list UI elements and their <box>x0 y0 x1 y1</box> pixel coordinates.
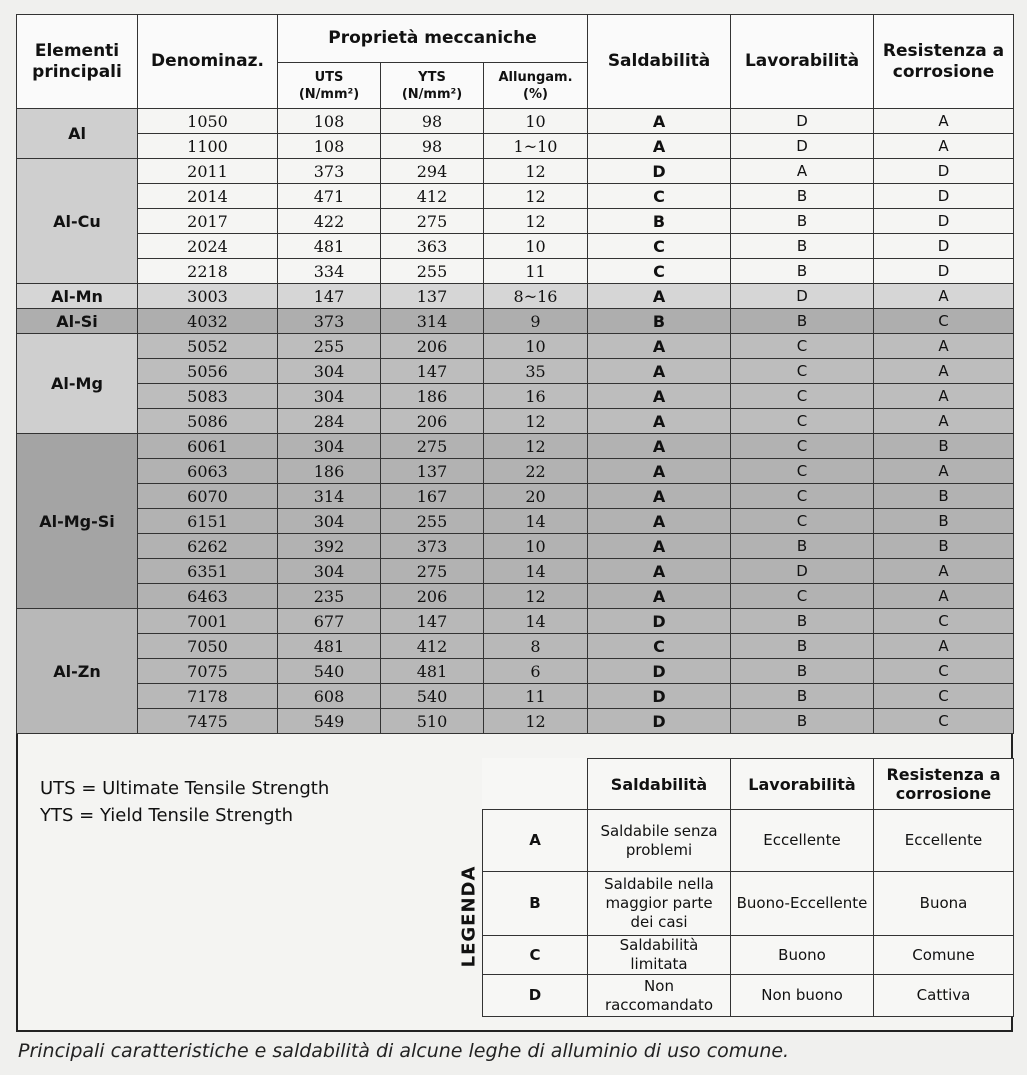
saldabilita-cell: D <box>588 684 731 709</box>
table-row <box>17 509 1014 534</box>
denominazione-cell: 2017 <box>138 209 278 234</box>
table-row <box>17 309 1014 334</box>
allungamento-cell: 12 <box>484 209 588 234</box>
table-row <box>17 384 1014 409</box>
legend-saldabilita: Saldabile nella maggior parte dei casi <box>588 872 731 936</box>
saldabilita-cell: A <box>588 284 731 309</box>
allungamento-cell: 22 <box>484 459 588 484</box>
yts-cell: 167 <box>381 484 484 509</box>
yts-cell: 314 <box>381 309 484 334</box>
allungamento-cell: 10 <box>484 109 588 134</box>
abbreviation-notes <box>40 775 329 829</box>
lavorabilita-cell: C <box>731 434 874 459</box>
alloy-group-label: Al-Cu <box>17 159 138 284</box>
yts-cell: 255 <box>381 509 484 534</box>
table-row <box>17 634 1014 659</box>
yts-note: YTS = Yield Tensile Strength <box>40 805 293 826</box>
denominazione-cell: 6351 <box>138 559 278 584</box>
lavorabilita-cell: B <box>731 534 874 559</box>
allungamento-cell: 8~16 <box>484 284 588 309</box>
resistenza-cell: C <box>874 309 1014 334</box>
legend-resistenza: Cattiva <box>874 975 1014 1017</box>
table-row <box>17 134 1014 159</box>
saldabilita-cell: C <box>588 184 731 209</box>
denominazione-cell: 7075 <box>138 659 278 684</box>
saldabilita-cell: A <box>588 484 731 509</box>
denominazione-cell: 6061 <box>138 434 278 459</box>
resistenza-cell: A <box>874 334 1014 359</box>
table-row <box>17 559 1014 584</box>
denominazione-cell: 6070 <box>138 484 278 509</box>
allungamento-cell: 20 <box>484 484 588 509</box>
allungamento-cell: 12 <box>484 709 588 734</box>
lavorabilita-cell: C <box>731 384 874 409</box>
allungamento-cell: 1~10 <box>484 134 588 159</box>
saldabilita-cell: A <box>588 359 731 384</box>
header-allungam-label: Allungam. <box>498 69 573 85</box>
denominazione-cell: 6151 <box>138 509 278 534</box>
lavorabilita-cell: B <box>731 609 874 634</box>
resistenza-cell: D <box>874 159 1014 184</box>
yts-cell: 540 <box>381 684 484 709</box>
table-row <box>17 709 1014 734</box>
table-row <box>17 484 1014 509</box>
uts-cell: 481 <box>278 634 381 659</box>
yts-cell: 373 <box>381 534 484 559</box>
lavorabilita-cell: D <box>731 284 874 309</box>
allungamento-cell: 12 <box>484 409 588 434</box>
legend-resistenza: Buona <box>874 872 1014 936</box>
uts-cell: 373 <box>278 159 381 184</box>
table-row <box>17 534 1014 559</box>
saldabilita-cell: C <box>588 259 731 284</box>
denominazione-cell: 6463 <box>138 584 278 609</box>
header-lavorabilita: Lavorabilità <box>731 15 874 109</box>
resistenza-cell: D <box>874 259 1014 284</box>
lavorabilita-cell: C <box>731 359 874 384</box>
resistenza-cell: D <box>874 234 1014 259</box>
legend-header-saldabilita: Saldabilità <box>588 759 731 810</box>
legend-header-lavorabilita: Lavorabilità <box>731 759 874 810</box>
allungamento-cell: 12 <box>484 584 588 609</box>
allungamento-cell: 12 <box>484 184 588 209</box>
table-body <box>17 109 1014 734</box>
allungamento-cell: 10 <box>484 334 588 359</box>
uts-note: UTS = Ultimate Tensile Strength <box>40 778 330 799</box>
denominazione-cell: 6063 <box>138 459 278 484</box>
lavorabilita-cell: C <box>731 459 874 484</box>
resistenza-cell: A <box>874 634 1014 659</box>
resistenza-cell: D <box>874 184 1014 209</box>
legend <box>482 758 1013 1017</box>
saldabilita-cell: B <box>588 209 731 234</box>
header-yts-label: YTS <box>418 69 446 85</box>
saldabilita-cell: A <box>588 384 731 409</box>
legend-lavorabilita: Non buono <box>731 975 874 1017</box>
uts-cell: 304 <box>278 384 381 409</box>
header-proprieta: Proprietà meccaniche <box>278 15 588 63</box>
uts-cell: 481 <box>278 234 381 259</box>
uts-cell: 677 <box>278 609 381 634</box>
allungamento-cell: 16 <box>484 384 588 409</box>
denominazione-cell: 5086 <box>138 409 278 434</box>
resistenza-cell: C <box>874 684 1014 709</box>
legend-label-text: LEGENDA <box>458 865 480 968</box>
lavorabilita-cell: B <box>731 309 874 334</box>
legend-lavorabilita: Buono-Eccellente <box>731 872 874 936</box>
saldabilita-cell: C <box>588 634 731 659</box>
alloy-group-label: Al-Zn <box>17 609 138 734</box>
yts-cell: 481 <box>381 659 484 684</box>
yts-cell: 255 <box>381 259 484 284</box>
uts-cell: 255 <box>278 334 381 359</box>
lavorabilita-cell: B <box>731 709 874 734</box>
uts-cell: 108 <box>278 134 381 159</box>
legend-code: C <box>483 936 588 975</box>
lavorabilita-cell: C <box>731 484 874 509</box>
lavorabilita-cell: C <box>731 509 874 534</box>
allungamento-cell: 6 <box>484 659 588 684</box>
alloy-group-label: Al <box>17 109 138 159</box>
legend-row <box>483 936 1014 975</box>
table-row <box>17 334 1014 359</box>
table-row <box>17 184 1014 209</box>
header-resistenza: Resistenza a corrosione <box>874 15 1014 109</box>
yts-cell: 363 <box>381 234 484 259</box>
resistenza-cell: A <box>874 559 1014 584</box>
legend-saldabilita: Saldabile senza problemi <box>588 810 731 872</box>
table-row <box>17 159 1014 184</box>
uts-cell: 392 <box>278 534 381 559</box>
yts-cell: 412 <box>381 634 484 659</box>
saldabilita-cell: B <box>588 309 731 334</box>
lavorabilita-cell: D <box>731 559 874 584</box>
resistenza-cell: C <box>874 659 1014 684</box>
uts-cell: 284 <box>278 409 381 434</box>
resistenza-cell: A <box>874 459 1014 484</box>
table-row <box>17 109 1014 134</box>
yts-cell: 137 <box>381 284 484 309</box>
yts-cell: 137 <box>381 459 484 484</box>
allungamento-cell: 12 <box>484 159 588 184</box>
legend-table <box>482 758 1014 1017</box>
table-row <box>17 259 1014 284</box>
legend-row <box>483 975 1014 1017</box>
denominazione-cell: 2024 <box>138 234 278 259</box>
table-row <box>17 234 1014 259</box>
resistenza-cell: D <box>874 209 1014 234</box>
table-row <box>17 409 1014 434</box>
denominazione-cell: 6262 <box>138 534 278 559</box>
header-uts-unit: (N/mm²) <box>298 86 360 102</box>
denominazione-cell: 5083 <box>138 384 278 409</box>
legend-lavorabilita: Eccellente <box>731 810 874 872</box>
lavorabilita-cell: C <box>731 334 874 359</box>
denominazione-cell: 5052 <box>138 334 278 359</box>
header-allungam <box>484 63 588 109</box>
yts-cell: 510 <box>381 709 484 734</box>
yts-cell: 206 <box>381 584 484 609</box>
lavorabilita-cell: B <box>731 234 874 259</box>
denominazione-cell: 4032 <box>138 309 278 334</box>
denominazione-cell: 7475 <box>138 709 278 734</box>
table-row <box>17 684 1014 709</box>
header-uts-label: UTS <box>314 69 344 85</box>
yts-cell: 186 <box>381 384 484 409</box>
uts-cell: 422 <box>278 209 381 234</box>
uts-cell: 304 <box>278 509 381 534</box>
denominazione-cell: 7001 <box>138 609 278 634</box>
yts-cell: 206 <box>381 409 484 434</box>
yts-cell: 294 <box>381 159 484 184</box>
lavorabilita-cell: D <box>731 109 874 134</box>
saldabilita-cell: D <box>588 659 731 684</box>
legend-resistenza: Eccellente <box>874 810 1014 872</box>
resistenza-cell: A <box>874 584 1014 609</box>
figure-caption: Principali caratteristiche e saldabilità di alcune leghe di alluminio di uso comune. <box>18 1040 790 1062</box>
alloy-group-label: Al-Si <box>17 309 138 334</box>
alloy-group-label: Al-Mg-Si <box>17 434 138 609</box>
uts-cell: 304 <box>278 359 381 384</box>
saldabilita-cell: D <box>588 159 731 184</box>
yts-cell: 147 <box>381 609 484 634</box>
resistenza-cell: A <box>874 134 1014 159</box>
uts-cell: 373 <box>278 309 381 334</box>
legend-lavorabilita: Buono <box>731 936 874 975</box>
saldabilita-cell: A <box>588 334 731 359</box>
resistenza-cell: B <box>874 509 1014 534</box>
yts-cell: 275 <box>381 559 484 584</box>
legend-label <box>455 815 483 1018</box>
table-row <box>17 459 1014 484</box>
uts-cell: 235 <box>278 584 381 609</box>
saldabilita-cell: D <box>588 709 731 734</box>
saldabilita-cell: A <box>588 434 731 459</box>
denominazione-cell: 2011 <box>138 159 278 184</box>
uts-cell: 108 <box>278 109 381 134</box>
uts-cell: 304 <box>278 434 381 459</box>
denominazione-cell: 2014 <box>138 184 278 209</box>
allungamento-cell: 14 <box>484 559 588 584</box>
resistenza-cell: A <box>874 409 1014 434</box>
table-row <box>17 659 1014 684</box>
resistenza-cell: B <box>874 434 1014 459</box>
saldabilita-cell: A <box>588 134 731 159</box>
lavorabilita-cell: B <box>731 184 874 209</box>
denominazione-cell: 2218 <box>138 259 278 284</box>
allungamento-cell: 12 <box>484 434 588 459</box>
yts-cell: 98 <box>381 109 484 134</box>
uts-cell: 540 <box>278 659 381 684</box>
denominazione-cell: 7178 <box>138 684 278 709</box>
lavorabilita-cell: A <box>731 159 874 184</box>
table-row <box>17 609 1014 634</box>
uts-cell: 304 <box>278 559 381 584</box>
legend-saldabilita: Non raccomandato <box>588 975 731 1017</box>
saldabilita-cell: A <box>588 409 731 434</box>
allungamento-cell: 11 <box>484 259 588 284</box>
uts-cell: 186 <box>278 459 381 484</box>
alloy-group-label: Al-Mg <box>17 334 138 434</box>
resistenza-cell: A <box>874 359 1014 384</box>
lavorabilita-cell: B <box>731 259 874 284</box>
legend-header-resistenza: Resistenza a corrosione <box>874 759 1014 810</box>
header-allungam-unit: (%) <box>523 86 548 102</box>
header-yts <box>381 63 484 109</box>
header-denominaz: Denominaz. <box>138 15 278 109</box>
denominazione-cell: 1100 <box>138 134 278 159</box>
resistenza-cell: B <box>874 484 1014 509</box>
header-uts <box>278 63 381 109</box>
header-elementi: Elementi principali <box>17 15 138 109</box>
uts-cell: 334 <box>278 259 381 284</box>
uts-cell: 608 <box>278 684 381 709</box>
allungamento-cell: 14 <box>484 609 588 634</box>
uts-cell: 549 <box>278 709 381 734</box>
denominazione-cell: 3003 <box>138 284 278 309</box>
allungamento-cell: 8 <box>484 634 588 659</box>
saldabilita-cell: A <box>588 534 731 559</box>
legend-code: D <box>483 975 588 1017</box>
resistenza-cell: A <box>874 384 1014 409</box>
lavorabilita-cell: B <box>731 634 874 659</box>
resistenza-cell: C <box>874 609 1014 634</box>
allungamento-cell: 11 <box>484 684 588 709</box>
legend-row <box>483 872 1014 936</box>
allungamento-cell: 35 <box>484 359 588 384</box>
saldabilita-cell: D <box>588 609 731 634</box>
legend-resistenza: Comune <box>874 936 1014 975</box>
saldabilita-cell: C <box>588 234 731 259</box>
yts-cell: 206 <box>381 334 484 359</box>
yts-cell: 412 <box>381 184 484 209</box>
resistenza-cell: A <box>874 109 1014 134</box>
lavorabilita-cell: C <box>731 409 874 434</box>
legend-code: B <box>483 872 588 936</box>
yts-cell: 275 <box>381 209 484 234</box>
table-row <box>17 584 1014 609</box>
denominazione-cell: 7050 <box>138 634 278 659</box>
resistenza-cell: B <box>874 534 1014 559</box>
lavorabilita-cell: B <box>731 659 874 684</box>
lavorabilita-cell: D <box>731 134 874 159</box>
header-saldabilita: Saldabilità <box>588 15 731 109</box>
denominazione-cell: 1050 <box>138 109 278 134</box>
saldabilita-cell: A <box>588 559 731 584</box>
header-yts-unit: (N/mm²) <box>401 86 463 102</box>
uts-cell: 314 <box>278 484 381 509</box>
legend-code: A <box>483 810 588 872</box>
table-row <box>17 359 1014 384</box>
allungamento-cell: 10 <box>484 534 588 559</box>
saldabilita-cell: A <box>588 109 731 134</box>
lavorabilita-cell: B <box>731 684 874 709</box>
saldabilita-cell: A <box>588 459 731 484</box>
denominazione-cell: 5056 <box>138 359 278 384</box>
legend-corner <box>483 759 588 810</box>
legend-saldabilita: Saldabilità limitata <box>588 936 731 975</box>
table-row <box>17 284 1014 309</box>
uts-cell: 471 <box>278 184 381 209</box>
saldabilita-cell: A <box>588 509 731 534</box>
resistenza-cell: C <box>874 709 1014 734</box>
allungamento-cell: 10 <box>484 234 588 259</box>
allungamento-cell: 9 <box>484 309 588 334</box>
resistenza-cell: A <box>874 284 1014 309</box>
uts-cell: 147 <box>278 284 381 309</box>
legend-row <box>483 810 1014 872</box>
table-header <box>17 15 1014 109</box>
lavorabilita-cell: B <box>731 209 874 234</box>
alloy-properties-table <box>16 14 1014 734</box>
allungamento-cell: 14 <box>484 509 588 534</box>
yts-cell: 98 <box>381 134 484 159</box>
yts-cell: 147 <box>381 359 484 384</box>
alloy-group-label: Al-Mn <box>17 284 138 309</box>
table-row <box>17 434 1014 459</box>
table-row <box>17 209 1014 234</box>
saldabilita-cell: A <box>588 584 731 609</box>
yts-cell: 275 <box>381 434 484 459</box>
lavorabilita-cell: C <box>731 584 874 609</box>
